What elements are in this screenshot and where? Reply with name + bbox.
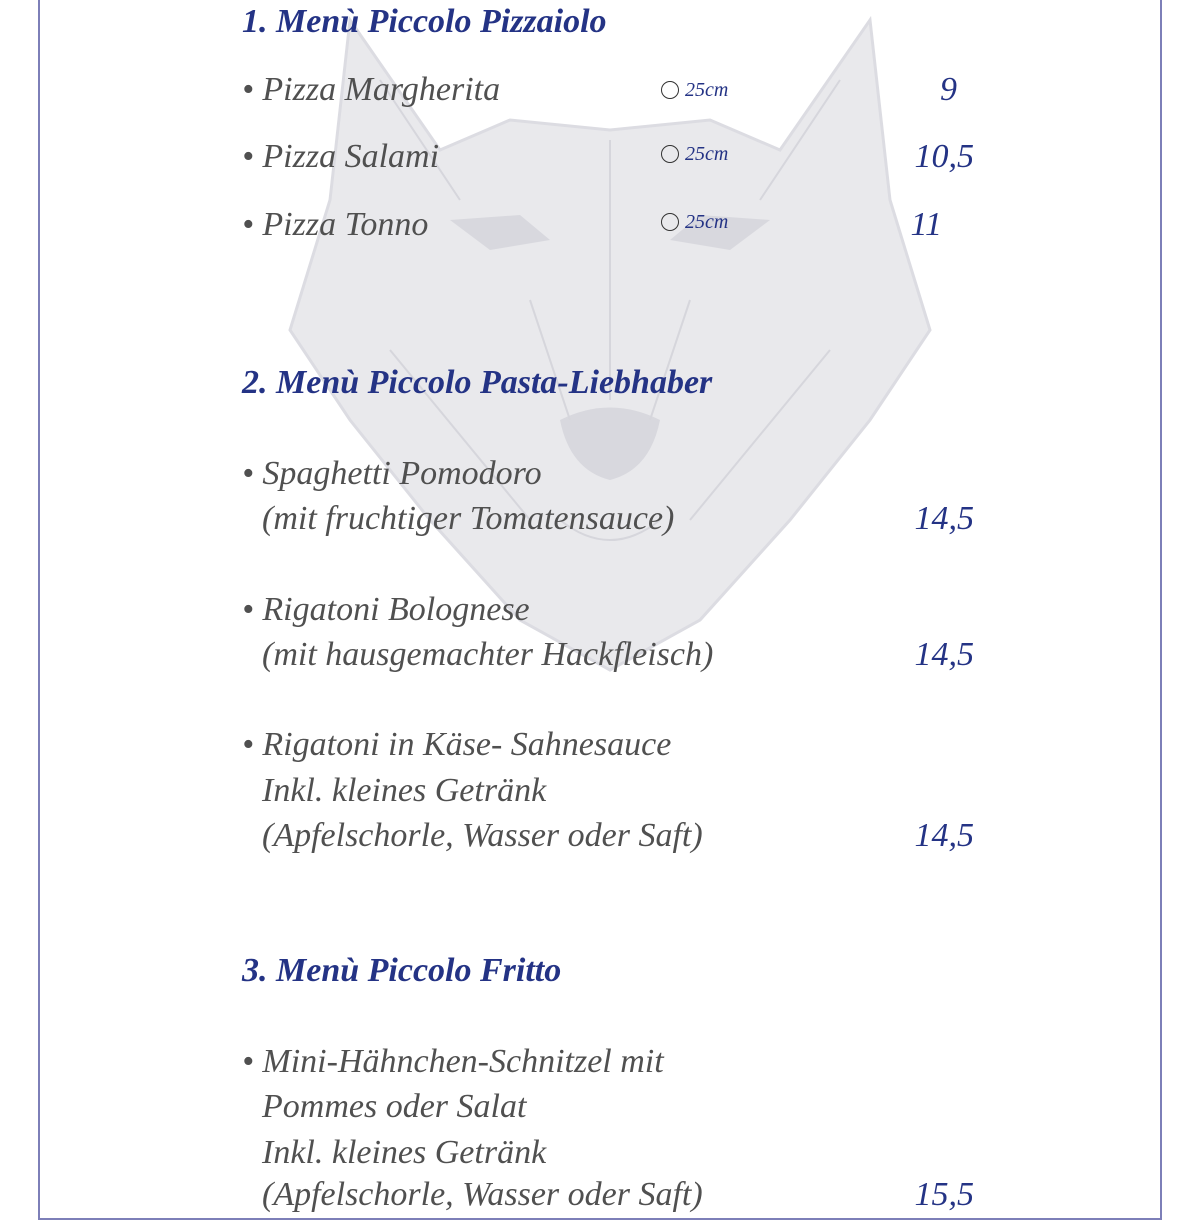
menu-item-description: Pommes oder Salat bbox=[262, 1088, 527, 1125]
menu-item-mini-haehnchen-schnitzel: • Mini-Hähnchen-Schnitzel mit bbox=[242, 1043, 664, 1080]
section-heading-fritto: 3. Menù Piccolo Fritto bbox=[242, 952, 562, 989]
section-heading-pizzaiolo: 1. Menù Piccolo Pizzaiolo bbox=[242, 3, 607, 40]
menu-item-description: (mit fruchtiger Tomatensauce) bbox=[262, 500, 675, 537]
size-label: 25cm bbox=[685, 211, 729, 233]
menu-item-pizza-margherita: • Pizza Margherita bbox=[242, 71, 501, 108]
menu-item-rigatoni-bolognese: • Rigatoni Bolognese bbox=[242, 591, 530, 628]
price-mini-haehnchen-schnitzel: 15,5 bbox=[914, 1176, 974, 1213]
menu-item-pizza-tonno: • Pizza Tonno bbox=[242, 206, 429, 243]
size-label: 25cm bbox=[685, 143, 729, 165]
price-pizza-tonno: 11 bbox=[910, 206, 942, 243]
menu-item-description: Inkl. kleines Getränk bbox=[262, 772, 547, 809]
radio-circle-icon[interactable] bbox=[661, 213, 679, 231]
price-rigatoni-bolognese: 14,5 bbox=[914, 636, 974, 673]
menu-item-pizza-salami: • Pizza Salami bbox=[242, 138, 440, 175]
menu-item-rigatoni-kaese-sahnesauce: • Rigatoni in Käse- Sahnesauce bbox=[242, 726, 672, 763]
size-option-salami[interactable] bbox=[661, 144, 728, 164]
price-pizza-margherita: 9 bbox=[940, 71, 957, 108]
price-spaghetti-pomodoro: 14,5 bbox=[914, 500, 974, 537]
menu-item-spaghetti-pomodoro: • Spaghetti Pomodoro bbox=[242, 455, 542, 492]
radio-circle-icon[interactable] bbox=[661, 81, 679, 99]
menu-item-description: (mit hausgemachter Hackfleisch) bbox=[262, 636, 714, 673]
radio-circle-icon[interactable] bbox=[661, 145, 679, 163]
section-heading-pasta-liebhaber: 2. Menù Piccolo Pasta-Liebhaber bbox=[242, 364, 713, 401]
menu-item-description: (Apfelschorle, Wasser oder Saft) bbox=[262, 1176, 703, 1213]
menu-item-description: (Apfelschorle, Wasser oder Saft) bbox=[262, 817, 703, 854]
size-option-tonno[interactable] bbox=[661, 212, 728, 232]
price-pizza-salami: 10,5 bbox=[914, 138, 974, 175]
size-label: 25cm bbox=[685, 79, 729, 101]
size-option-margherita[interactable] bbox=[661, 80, 728, 100]
price-rigatoni-kaese-sahnesauce: 14,5 bbox=[914, 817, 974, 854]
menu-item-description: Inkl. kleines Getränk bbox=[262, 1134, 547, 1171]
